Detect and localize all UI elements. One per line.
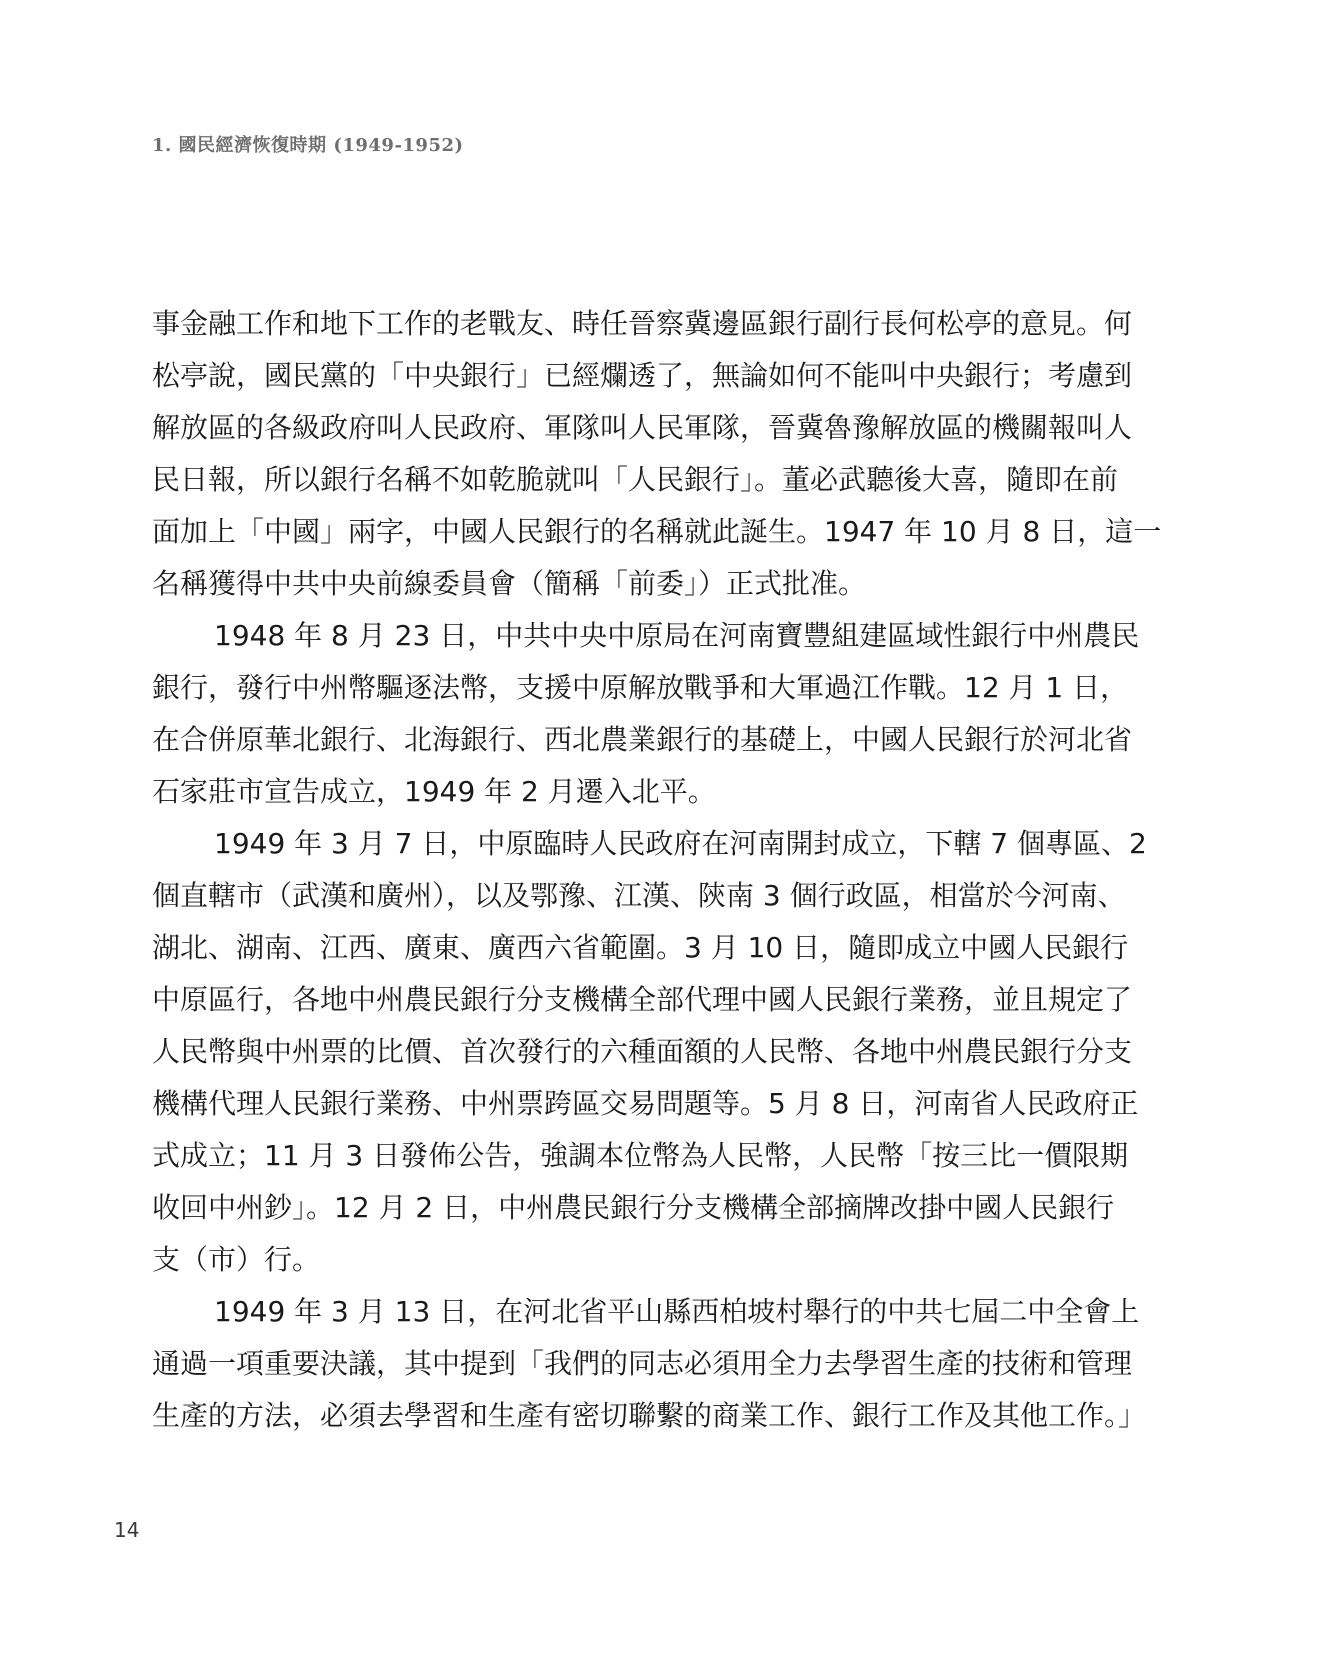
text-line: 民日報，所以銀行名稱不如乾脆就叫「人民銀行」。董必武聽後大喜，隨即在前 bbox=[152, 463, 1119, 496]
text-line: 中原區行，各地中州農民銀行分支機構全部代理中國人民銀行業務，並且規定了 bbox=[152, 983, 1133, 1016]
text-line: 面加上「中國」兩字，中國人民銀行的名稱就此誕生。1947 年 10 月 8 日，這一 bbox=[152, 515, 1162, 548]
text-line: 石家莊市宣告成立，1949 年 2 月遷入北平。 bbox=[152, 775, 716, 808]
text-line: 在合併原華北銀行、北海銀行、西北農業銀行的基礎上，中國人民銀行於河北省 bbox=[152, 723, 1133, 756]
paragraph-first-line: 1949 年 3 月 13 日，在河北省平山縣西柏坡村舉行的中共七屆二中全會上 bbox=[214, 1295, 1140, 1328]
body-text bbox=[152, 298, 1170, 1442]
paragraph-first-line: 1948 年 8 月 23 日，中共中央中原局在河南寶豐組建區域性銀行中州農民 bbox=[214, 619, 1140, 652]
running-header-title: 1. 國民經濟恢復時期 (1949-1952) bbox=[152, 135, 464, 156]
text-line: 銀行，發行中州幣驅逐法幣，支援中原解放戰爭和大軍過江作戰。12 月 1 日， bbox=[152, 671, 1129, 704]
text-line: 松亭說，國民黨的「中央銀行」已經爛透了，無論如何不能叫中央銀行；考慮到 bbox=[152, 359, 1133, 392]
text-line: 湖北、湖南、江西、廣東、廣西六省範圍。3 月 10 日，隨即成立中國人民銀行 bbox=[152, 931, 1129, 964]
page-number: 14 bbox=[114, 1518, 140, 1542]
paragraph-first-line: 1949 年 3 月 7 日，中原臨時人民政府在河南開封成立，下轄 7 個專區、2 bbox=[214, 827, 1147, 860]
text-line: 式成立；11 月 3 日發佈公告，強調本位幣為人民幣，人民幣「按三比一價限期 bbox=[152, 1139, 1129, 1172]
text-line: 名稱獲得中共中央前線委員會（簡稱「前委」）正式批准。 bbox=[152, 567, 867, 600]
text-line: 通過一項重要決議，其中提到「我們的同志必須用全力去學習生產的技術和管理 bbox=[152, 1347, 1133, 1380]
text-line: 個直轄市（武漢和廣州），以及鄂豫、江漢、陝南 3 個行政區，相當於今河南、 bbox=[152, 879, 1126, 912]
text-line: 收回中州鈔」。12 月 2 日，中州農民銀行分支機構全部摘牌改掛中國人民銀行 bbox=[152, 1191, 1115, 1224]
text-line: 事金融工作和地下工作的老戰友、時任晉察冀邊區銀行副行長何松亭的意見。何 bbox=[152, 307, 1133, 340]
text-line: 機構代理人民銀行業務、中州票跨區交易問題等。5 月 8 日，河南省人民政府正 bbox=[152, 1087, 1139, 1120]
text-line: 生產的方法，必須去學習和生產有密切聯繫的商業工作、銀行工作及其他工作。」 bbox=[152, 1399, 1147, 1432]
text-line: 支（市）行。 bbox=[152, 1243, 321, 1276]
text-line: 人民幣與中州票的比價、首次發行的六種面額的人民幣、各地中州農民銀行分支 bbox=[152, 1035, 1133, 1068]
text-line: 解放區的各級政府叫人民政府、軍隊叫人民軍隊，晉冀魯豫解放區的機關報叫人 bbox=[152, 411, 1133, 444]
